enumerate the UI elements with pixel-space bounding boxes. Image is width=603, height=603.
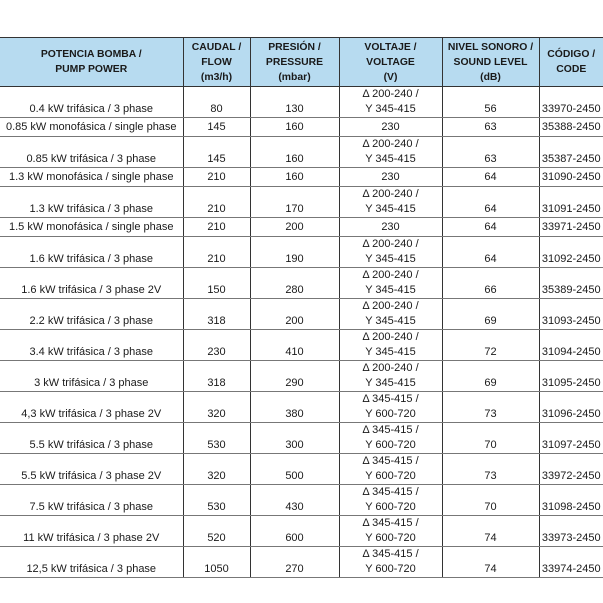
- flow-cell: 320: [183, 392, 250, 423]
- voltage-line: Δ 200-240 /: [362, 300, 419, 312]
- code-cell: 31095-2450: [539, 361, 603, 392]
- header-line: CÓDIGO /: [547, 49, 596, 60]
- flow-cell: 1050: [183, 547, 250, 578]
- pressure-cell: 410: [250, 330, 339, 361]
- power-cell: 7.5 kW trifásica / 3 phase: [0, 485, 183, 516]
- flow-cell: 80: [183, 87, 250, 118]
- pressure-cell: 300: [250, 423, 339, 454]
- voltage-line: Δ 200-240 /: [362, 138, 419, 150]
- voltage-line: Y 600-720: [365, 408, 416, 420]
- flow-cell: 210: [183, 237, 250, 268]
- voltage-line: Y 345-415: [365, 315, 416, 327]
- header-line: VOLTAJE /: [364, 41, 417, 53]
- table-row: [0, 137, 603, 168]
- pump-spec-table: [0, 37, 603, 578]
- code-cell: 35387-2450: [539, 137, 603, 168]
- flow-cell: 210: [183, 218, 250, 237]
- header-line: CAUDAL /: [191, 41, 242, 53]
- pump-spec-sheet: [0, 37, 603, 578]
- sound-level-cell: 64: [442, 237, 539, 268]
- voltage-cell: [339, 187, 442, 218]
- pressure-cell: 290: [250, 361, 339, 392]
- sound-level-cell: 64: [442, 168, 539, 187]
- voltage-line: Y 345-415: [365, 153, 416, 165]
- voltage-line: 230: [381, 120, 400, 133]
- flow-cell: 318: [183, 361, 250, 392]
- voltage-line: Y 600-720: [365, 501, 416, 513]
- table-row: [0, 516, 603, 547]
- code-cell: 31097-2450: [539, 423, 603, 454]
- sound-level-cell: 73: [442, 454, 539, 485]
- header-line: PUMP POWER: [55, 64, 128, 75]
- voltage-cell: [339, 454, 442, 485]
- flow-cell: 145: [183, 137, 250, 168]
- flow-cell: 210: [183, 187, 250, 218]
- header-code: [539, 38, 603, 87]
- voltage-line: Δ 200-240 /: [362, 362, 419, 374]
- header-line: CODE: [556, 64, 587, 75]
- pressure-cell: 160: [250, 168, 339, 187]
- flow-cell: 530: [183, 423, 250, 454]
- voltage-line: 230: [381, 220, 400, 233]
- header-line: VOLTAGE: [366, 56, 415, 68]
- voltage-line: Y 600-720: [365, 563, 416, 575]
- table-row: [0, 454, 603, 485]
- voltage-cell: [339, 268, 442, 299]
- table-row: [0, 218, 603, 237]
- header-line: SOUND LEVEL: [453, 56, 528, 68]
- code-cell: 33972-2450: [539, 454, 603, 485]
- voltage-cell: [339, 423, 442, 454]
- sound-level-cell: 56: [442, 87, 539, 118]
- pressure-cell: 130: [250, 87, 339, 118]
- voltage-cell: [339, 137, 442, 168]
- pressure-cell: 200: [250, 299, 339, 330]
- flow-cell: 150: [183, 268, 250, 299]
- voltage-line: Y 600-720: [365, 532, 416, 544]
- code-cell: 33971-2450: [539, 218, 603, 237]
- header-voltage: [339, 38, 442, 87]
- pressure-cell: 190: [250, 237, 339, 268]
- voltage-line: Δ 345-415 /: [362, 548, 419, 560]
- table-row: [0, 361, 603, 392]
- power-cell: 1.6 kW trifásica / 3 phase: [0, 237, 183, 268]
- voltage-line: Δ 200-240 /: [362, 238, 419, 250]
- pressure-cell: 270: [250, 547, 339, 578]
- voltage-line: Y 345-415: [365, 284, 416, 296]
- header-sound-level: [442, 38, 539, 87]
- header-line: (V): [383, 71, 398, 83]
- flow-cell: 320: [183, 454, 250, 485]
- power-cell: 0.4 kW trifásica / 3 phase: [0, 87, 183, 118]
- power-cell: 0.85 kW trifásica / 3 phase: [0, 137, 183, 168]
- voltage-line: 230: [381, 170, 400, 183]
- code-cell: 31090-2450: [539, 168, 603, 187]
- flow-cell: 530: [183, 485, 250, 516]
- voltage-line: Δ 200-240 /: [362, 188, 419, 200]
- sound-level-cell: 63: [442, 137, 539, 168]
- table-row: [0, 330, 603, 361]
- sound-level-cell: 74: [442, 516, 539, 547]
- code-cell: 31098-2450: [539, 485, 603, 516]
- header-line: NIVEL SONORO /: [447, 41, 534, 53]
- voltage-line: Y 345-415: [365, 253, 416, 265]
- voltage-line: Δ 200-240 /: [362, 88, 419, 100]
- code-cell: 33974-2450: [539, 547, 603, 578]
- sound-level-cell: 74: [442, 547, 539, 578]
- header-power: [0, 38, 183, 87]
- pressure-cell: 280: [250, 268, 339, 299]
- voltage-cell: [339, 218, 442, 237]
- code-cell: 33970-2450: [539, 87, 603, 118]
- voltage-cell: [339, 118, 442, 137]
- pressure-cell: 160: [250, 137, 339, 168]
- header-flow: [183, 38, 250, 87]
- code-cell: 31093-2450: [539, 299, 603, 330]
- voltage-cell: [339, 168, 442, 187]
- header-line: FLOW: [201, 56, 232, 68]
- power-cell: 3 kW trifásica / 3 phase: [0, 361, 183, 392]
- power-cell: 11 kW trifásica / 3 phase 2V: [0, 516, 183, 547]
- header-line: PRESSURE: [265, 56, 324, 68]
- table-row: [0, 237, 603, 268]
- sound-level-cell: 69: [442, 299, 539, 330]
- power-cell: 4,3 kW trifásica / 3 phase 2V: [0, 392, 183, 423]
- table-row: [0, 268, 603, 299]
- voltage-line: Δ 345-415 /: [362, 424, 419, 436]
- sound-level-cell: 63: [442, 118, 539, 137]
- voltage-line: Y 345-415: [365, 346, 416, 358]
- code-cell: 31091-2450: [539, 187, 603, 218]
- header-line: (m3/h): [200, 71, 233, 83]
- power-cell: 0.85 kW monofásica / single phase: [0, 118, 183, 137]
- code-cell: 35389-2450: [539, 268, 603, 299]
- voltage-cell: [339, 485, 442, 516]
- table-row: [0, 118, 603, 137]
- flow-cell: 145: [183, 118, 250, 137]
- power-cell: 1.3 kW monofásica / single phase: [0, 168, 183, 187]
- pressure-cell: 200: [250, 218, 339, 237]
- header-row: [0, 38, 603, 87]
- voltage-line: Δ 200-240 /: [362, 331, 419, 343]
- table-row: [0, 168, 603, 187]
- header-line: (mbar): [278, 71, 311, 83]
- code-cell: 31094-2450: [539, 330, 603, 361]
- pressure-cell: 430: [250, 485, 339, 516]
- flow-cell: 318: [183, 299, 250, 330]
- voltage-line: Y 345-415: [365, 103, 416, 115]
- power-cell: 12,5 kW trifásica / 3 phase: [0, 547, 183, 578]
- sound-level-cell: 72: [442, 330, 539, 361]
- pressure-cell: 380: [250, 392, 339, 423]
- sound-level-cell: 64: [442, 218, 539, 237]
- header-line: POTENCIA BOMBA /: [40, 49, 142, 60]
- table-row: [0, 485, 603, 516]
- header-line: PRESIÓN /: [268, 41, 321, 53]
- power-cell: 5.5 kW trifásica / 3 phase 2V: [0, 454, 183, 485]
- code-cell: 33973-2450: [539, 516, 603, 547]
- voltage-cell: [339, 361, 442, 392]
- voltage-cell: [339, 516, 442, 547]
- power-cell: 1.5 kW monofásica / single phase: [0, 218, 183, 237]
- voltage-line: Δ 345-415 /: [362, 393, 419, 405]
- voltage-line: Y 600-720: [365, 439, 416, 451]
- sound-level-cell: 70: [442, 423, 539, 454]
- table-row: [0, 299, 603, 330]
- voltage-line: Δ 345-415 /: [362, 517, 419, 529]
- voltage-cell: [339, 87, 442, 118]
- pressure-cell: 500: [250, 454, 339, 485]
- sound-level-cell: 73: [442, 392, 539, 423]
- voltage-cell: [339, 547, 442, 578]
- header-line: (dB): [480, 71, 501, 83]
- power-cell: 5.5 kW trifásica / 3 phase: [0, 423, 183, 454]
- table-row: [0, 187, 603, 218]
- power-cell: 3.4 kW trifásica / 3 phase: [0, 330, 183, 361]
- code-cell: 35388-2450: [539, 118, 603, 137]
- voltage-line: Y 600-720: [365, 470, 416, 482]
- table-row: [0, 547, 603, 578]
- sound-level-cell: 70: [442, 485, 539, 516]
- sound-level-cell: 66: [442, 268, 539, 299]
- voltage-cell: [339, 237, 442, 268]
- flow-cell: 520: [183, 516, 250, 547]
- voltage-cell: [339, 299, 442, 330]
- power-cell: 2.2 kW trifásica / 3 phase: [0, 299, 183, 330]
- voltage-line: Δ 200-240 /: [362, 269, 419, 281]
- pressure-cell: 170: [250, 187, 339, 218]
- pressure-cell: 600: [250, 516, 339, 547]
- sound-level-cell: 64: [442, 187, 539, 218]
- table-body: [0, 87, 603, 578]
- code-cell: 31092-2450: [539, 237, 603, 268]
- table-row: [0, 392, 603, 423]
- power-cell: 1.3 kW trifásica / 3 phase: [0, 187, 183, 218]
- voltage-line: Y 345-415: [365, 203, 416, 215]
- table-row: [0, 423, 603, 454]
- flow-cell: 210: [183, 168, 250, 187]
- voltage-line: Δ 345-415 /: [362, 455, 419, 467]
- table-row: [0, 87, 603, 118]
- voltage-cell: [339, 392, 442, 423]
- flow-cell: 230: [183, 330, 250, 361]
- voltage-cell: [339, 330, 442, 361]
- header-pressure: [250, 38, 339, 87]
- power-cell: 1.6 kW trifásica / 3 phase 2V: [0, 268, 183, 299]
- code-cell: 31096-2450: [539, 392, 603, 423]
- voltage-line: Y 345-415: [365, 377, 416, 389]
- sound-level-cell: 69: [442, 361, 539, 392]
- pressure-cell: 160: [250, 118, 339, 137]
- voltage-line: Δ 345-415 /: [362, 486, 419, 498]
